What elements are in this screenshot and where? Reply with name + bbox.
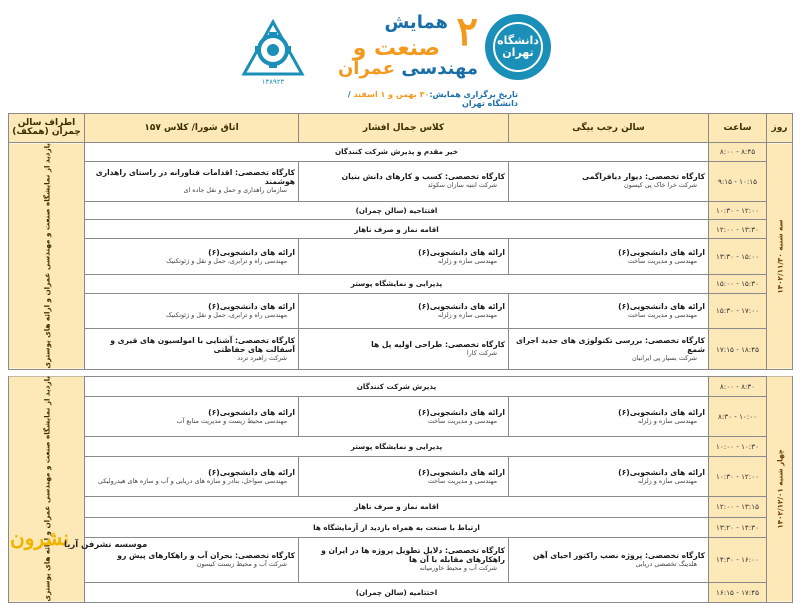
title-line3b: عمران xyxy=(337,58,396,79)
title-line3a: مهندسی xyxy=(401,58,478,79)
header-day: روز xyxy=(767,114,793,143)
session-cell-1 xyxy=(509,538,709,582)
session-full: اختتامیه (سالن چمران) xyxy=(85,582,709,603)
session-title: ارائه های دانشجویی(۶) xyxy=(208,301,295,311)
session-subtitle: سازمان راهداری و حمل و نقل جاده ای xyxy=(183,185,287,194)
header-col1: سالن رجب بیگی xyxy=(509,114,709,143)
time-slot: ۱۰:۳۰ - ۱۲:۰۰ xyxy=(709,201,767,220)
time-slot: ۱۰:۳۰ - ۱۲:۰۰ xyxy=(709,457,767,497)
session-title: ارائه های دانشجویی(۶) xyxy=(618,247,705,257)
session-subtitle: مهندسی و مدیریت ساخت xyxy=(427,476,497,485)
session-cell-3 xyxy=(85,161,299,201)
session-subtitle: مهندسی محیط زیست و مدیریت منابع آب xyxy=(176,416,287,425)
session-subtitle: مهندسی سازه و زلزله xyxy=(637,476,697,485)
session-subtitle: مهندسی و مدیریت ساخت xyxy=(427,416,497,425)
session-subtitle: شرکت ابنیه سازان سکوئد xyxy=(427,181,497,190)
footer xyxy=(10,526,210,564)
session-subtitle: مهندسی سازه و زلزله xyxy=(637,416,697,425)
header xyxy=(0,0,800,110)
session-title: ارائه های دانشجویی(۶) xyxy=(418,407,505,417)
publisher-logo: نشرون xyxy=(10,526,69,550)
session-cell-3 xyxy=(85,293,299,329)
session-full: خیر مقدم و پذیرش شرکت کنندگان xyxy=(85,143,709,162)
session-cell-2 xyxy=(299,293,509,329)
session-title: کارگاه تخصصی: دیوار دیافراگمی xyxy=(582,172,705,182)
session-subtitle: شرکت آب و محیط خاورمیانه xyxy=(419,564,497,573)
schedule-row xyxy=(9,457,793,497)
session-cell-3 xyxy=(85,457,299,497)
session-full: پذیرایی و نمایشگاه پوستر xyxy=(85,274,709,293)
session-subtitle: مهندسی راه و ترابری، حمل و نقل و ژئوتکنیک xyxy=(166,256,287,265)
session-cell-2 xyxy=(299,239,509,275)
session-subtitle: شرکت بسپار پی ایرانیان xyxy=(631,353,697,362)
header-col3: اتاق شورا/ کلاس ۱۵۷ xyxy=(85,114,299,143)
date-value: ۳۰ بهمن و ۱ اسفند xyxy=(353,90,430,99)
session-subtitle: شرکت خرا خاک پی کیسون xyxy=(624,181,697,190)
schedule-row xyxy=(9,293,793,329)
session-title: کارگاه تخصصی: اقدامات فناورانه در راستای راهداری هوشمند xyxy=(95,167,295,186)
header-row xyxy=(9,114,793,143)
session-subtitle: شرکت آب و محیط زیست کیسون xyxy=(196,559,287,568)
time-slot: ۱۵:۰۰ - ۱۵:۳۰ xyxy=(709,274,767,293)
schedule-row xyxy=(9,220,793,239)
session-title: کارگاه تخصصی: طراحی اولیه پل ها xyxy=(371,340,505,349)
time-slot: ۱۴:۳۰ - ۱۶:۰۰ xyxy=(709,538,767,582)
session-subtitle: هلدینگ تخصصی دریایی xyxy=(635,559,697,568)
header-time: ساعت xyxy=(709,114,767,143)
session-cell-1 xyxy=(509,161,709,201)
schedule-row xyxy=(9,201,793,220)
side-activity: بازدید از نمایشگاه صنعت و مهندسی عمران و ارائه های پوستری xyxy=(9,143,85,370)
session-cell-1 xyxy=(509,397,709,437)
schedule-row xyxy=(9,376,793,397)
separator-cell xyxy=(9,369,793,376)
session-title: کارگاه تخصصی: کسب و کارهای دانش بنیان xyxy=(341,172,505,182)
university-logo-text: دانشگاه تهران xyxy=(493,22,543,72)
schedule-row xyxy=(9,161,793,201)
association-logo-year: ۱۳۸۹۲۳ xyxy=(261,78,285,86)
session-full: افتتاحیه (سالن چمران) xyxy=(85,201,709,220)
session-full: اقامه نماز و صرف ناهار xyxy=(85,220,709,239)
session-cell-2 xyxy=(299,329,509,369)
session-cell-3 xyxy=(85,239,299,275)
session-cell-1 xyxy=(509,457,709,497)
session-title: ارائه های دانشجویی(۶) xyxy=(618,407,705,417)
time-slot: ۱۷:۱۵ - ۱۸:۴۵ xyxy=(709,329,767,369)
day-label: سه شنبه ۱۴۰۲/۱۱/۳۰ xyxy=(767,143,793,370)
session-title: کارگاه تخصصی: دلایل تطویل پروژه ها در ایران و راهکارهای مقابله با آن ها xyxy=(321,546,505,565)
conference-date xyxy=(318,90,518,108)
header-col2: کلاس جمال افشار xyxy=(299,114,509,143)
schedule-row xyxy=(9,143,793,162)
time-slot: ۱۲:۰۰ - ۱۳:۱۵ xyxy=(709,497,767,518)
session-title: ارائه های دانشجویی(۶) xyxy=(208,407,295,417)
session-subtitle: مهندسی راه و ترابری، حمل و نقل و ژئوتکنیک xyxy=(166,310,287,319)
time-slot: ۱۲:۰۰ - ۱۳:۳۰ xyxy=(709,220,767,239)
session-subtitle: مهندسی سازه و زلزله xyxy=(437,256,497,265)
session-cell-1 xyxy=(509,293,709,329)
publisher-name: موسسه نشرفن آریا xyxy=(64,540,148,550)
session-full: ارتباط با صنعت به همراه بازدید از آزمایشگاه ها xyxy=(85,517,709,538)
schedule-row xyxy=(9,239,793,275)
university-logo xyxy=(485,14,551,80)
schedule-row xyxy=(9,497,793,518)
session-cell-2 xyxy=(299,457,509,497)
session-cell-1 xyxy=(509,239,709,275)
session-title: کارگاه تخصصی: بحران آب و راهکارهای پیش رو xyxy=(117,550,295,560)
schedule-row xyxy=(9,397,793,437)
date-label: تاریخ برگزاری همایش: xyxy=(429,90,518,99)
session-full: پذیرایی و نمایشگاه پوستر xyxy=(85,436,709,457)
session-subtitle: شرکت راهبرد تردد xyxy=(237,353,287,362)
session-title: ارائه های دانشجویی(۶) xyxy=(208,467,295,477)
schedule-row xyxy=(9,436,793,457)
date-location: / دانشگاه تهران xyxy=(347,90,518,108)
session-title: کارگاه تخصصی: آشنایی با امولسیون های قیری و آسفالت های حفاظتی xyxy=(110,335,295,354)
title-line2: صنعت و xyxy=(352,36,440,61)
session-subtitle: مهندسی و مدیریت ساخت xyxy=(627,310,697,319)
session-subtitle: مهندسی سواحل، بنادر و سازه های دریایی و آب و سازه های هیدرولیکی xyxy=(97,476,287,485)
session-cell-3 xyxy=(85,397,299,437)
time-slot: ۱۰:۰۰ - ۱۰:۳۰ xyxy=(709,436,767,457)
time-slot: ۱۳:۲۰ - ۱۴:۳۰ xyxy=(709,517,767,538)
session-title: ارائه های دانشجویی(۶) xyxy=(418,467,505,477)
header-side: اطراف سالن چمران (همکف) xyxy=(9,114,85,143)
session-title: کارگاه تخصصی: پروژه نصب راکتور احیای آهن xyxy=(532,550,705,560)
session-cell-2 xyxy=(299,397,509,437)
session-subtitle: مهندسی و مدیریت ساخت xyxy=(627,256,697,265)
session-title: ارائه های دانشجویی(۶) xyxy=(618,301,705,311)
time-slot: ۹:۱۵ - ۱۰:۱۵ xyxy=(709,161,767,201)
time-slot: ۸:۰۰ - ۸:۴۵ xyxy=(709,143,767,162)
session-cell-1 xyxy=(509,329,709,369)
schedule-row xyxy=(9,274,793,293)
title-number: ۲ xyxy=(456,8,478,55)
schedule-row xyxy=(9,329,793,369)
time-slot: ۱۶:۱۵ - ۱۷:۴۵ xyxy=(709,582,767,603)
session-subtitle: مهندسی سازه و زلزله xyxy=(437,310,497,319)
time-slot: ۸:۰۰ - ۸:۳۰ xyxy=(709,376,767,397)
day-separator xyxy=(9,369,793,376)
session-full: پذیرش شرکت کنندگان xyxy=(85,376,709,397)
time-slot: ۱۳:۳۰ - ۱۵:۰۰ xyxy=(709,239,767,275)
session-full: اقامه نماز و صرف ناهار xyxy=(85,497,709,518)
conference-title xyxy=(318,8,478,86)
side-activity: بازدید از نمایشگاه صنعت و مهندسی عمران و ارائه های پوستری xyxy=(9,376,85,603)
session-cell-2 xyxy=(299,538,509,582)
session-subtitle: شرکت کارا xyxy=(466,349,497,357)
session-cell-3 xyxy=(85,329,299,369)
time-slot: ۸:۳۰ - ۱۰:۰۰ xyxy=(709,397,767,437)
session-title: ارائه های دانشجویی(۶) xyxy=(418,247,505,257)
session-title: کارگاه تخصصی: بررسی تکنولوژی های جدید اجرای شمع xyxy=(516,335,705,354)
session-title: ارائه های دانشجویی(۶) xyxy=(618,467,705,477)
session-title: ارائه های دانشجویی(۶) xyxy=(208,247,295,257)
day-label: چهار شنبه ۱۴۰۲/۱۲/۰۱ xyxy=(767,376,793,603)
schedule-row xyxy=(9,582,793,603)
title-line1: همایش xyxy=(384,12,448,33)
session-cell-2 xyxy=(299,161,509,201)
session-title: ارائه های دانشجویی(۶) xyxy=(418,301,505,311)
association-logo xyxy=(238,16,308,86)
time-slot: ۱۵:۳۰ - ۱۷:۰۰ xyxy=(709,293,767,329)
title-line3 xyxy=(338,58,478,79)
